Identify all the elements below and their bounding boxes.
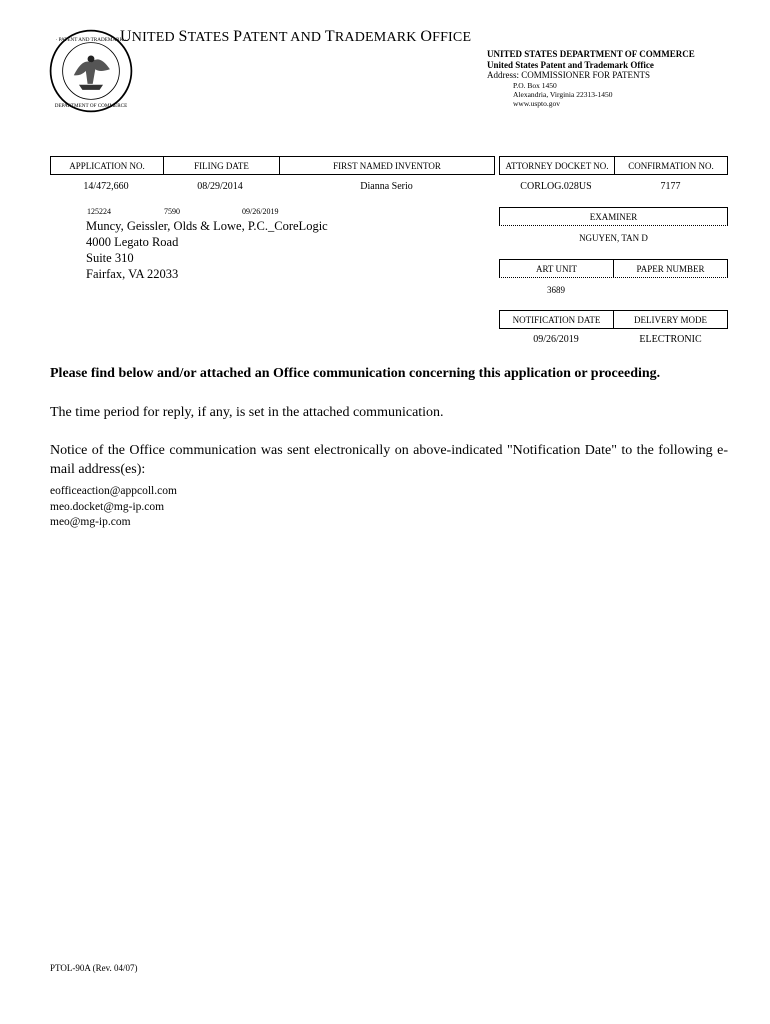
attorney-docket-no-value: CORLOG.028US bbox=[520, 181, 592, 192]
art-unit-box bbox=[499, 259, 728, 278]
address-line-3: Suite 310 bbox=[86, 251, 134, 265]
department-name: UNITED STATES DEPARTMENT OF COMMERCE bbox=[487, 49, 695, 59]
address-line-4: Fairfax, VA 22033 bbox=[86, 267, 179, 281]
website-link[interactable]: www.uspto.gov bbox=[513, 98, 561, 108]
email-address: meo@mg-ip.com bbox=[50, 516, 131, 528]
art-unit-label: ART UNIT bbox=[535, 263, 578, 274]
office-name: United States Patent and Trademark Office bbox=[487, 59, 654, 70]
notice-text: Notice of the Office communication was sent electronically on above-indicated "Notification Date" to the following e-mail address(es): bbox=[50, 443, 728, 477]
office-title-part: FFICE bbox=[432, 30, 472, 45]
office-title bbox=[120, 28, 471, 46]
art-unit-value: 3689 bbox=[547, 285, 565, 295]
address-line-1: Muncy, Geissler, Olds & Lowe, P.C._CoreLogic bbox=[86, 219, 328, 233]
email-address: eofficeaction@appcoll.com bbox=[50, 485, 177, 497]
email-address: meo.docket@mg-ip.com bbox=[50, 500, 165, 513]
delivery-mode-value: ELECTRONIC bbox=[639, 334, 702, 345]
time-period-text: The time period for reply, if any, is set in the attached communication. bbox=[50, 405, 444, 420]
first-named-inventor-value: Dianna Serio bbox=[360, 181, 413, 192]
city: Alexandria, Virginia 22313-1450 bbox=[513, 89, 613, 99]
correspondence-date: 09/26/2019 bbox=[242, 207, 279, 216]
form-number: PTOL-90A (Rev. 04/07) bbox=[50, 963, 138, 973]
office-title-part: ATENT AND bbox=[242, 30, 325, 45]
address-line: Address: COMMISSIONER FOR PATENTS bbox=[487, 70, 650, 80]
office-title-part: TATES bbox=[187, 30, 234, 45]
communication-heading: Please find below and/or attached an Office communication concerning this application or proceeding. bbox=[50, 366, 661, 381]
svg-text:· PATENT AND TRADEMARK ·: · PATENT AND TRADEMARK · bbox=[55, 36, 127, 43]
office-title-part: O bbox=[420, 28, 433, 45]
notification-box bbox=[499, 310, 728, 329]
correspondence-address bbox=[86, 218, 328, 282]
delivery-mode-label: DELIVERY MODE bbox=[613, 311, 727, 328]
office-title-part: RADEMARK bbox=[334, 30, 421, 45]
email-list bbox=[50, 484, 177, 531]
examiner-value: NGUYEN, TAN D bbox=[579, 233, 648, 243]
notification-date-value: 09/26/2019 bbox=[533, 334, 579, 345]
office-title-part: S bbox=[178, 28, 188, 45]
office-title-part: P bbox=[233, 28, 243, 45]
department-address-block bbox=[487, 49, 695, 108]
address-line-2: 4000 Legato Road bbox=[86, 235, 179, 249]
office-title-part: T bbox=[324, 28, 335, 45]
examiner-box bbox=[499, 207, 728, 226]
correspondence-code: 7590 bbox=[164, 207, 180, 216]
application-no-value: 14/472,660 bbox=[83, 181, 129, 192]
filing-date-header: FILING DATE bbox=[163, 157, 279, 174]
po-box: P.O. Box 1450 bbox=[513, 80, 557, 90]
examiner-label: EXAMINER bbox=[589, 211, 638, 222]
office-title-part: NITED bbox=[131, 30, 179, 45]
docket-header-row bbox=[499, 156, 728, 175]
attorney-docket-no-header: ATTORNEY DOCKET NO. bbox=[505, 160, 609, 171]
paper-number-label: PAPER NUMBER bbox=[613, 260, 727, 277]
application-no-header: APPLICATION NO. bbox=[69, 160, 145, 171]
office-title-part: U bbox=[120, 28, 132, 45]
application-header-row bbox=[50, 156, 495, 175]
notification-date-label: NOTIFICATION DATE bbox=[512, 314, 601, 325]
svg-text:DEPARTMENT OF COMMERCE: DEPARTMENT OF COMMERCE bbox=[54, 103, 128, 110]
first-named-inventor-header: FIRST NAMED INVENTOR bbox=[279, 157, 494, 174]
confirmation-no-header: CONFIRMATION NO. bbox=[614, 157, 727, 174]
filing-date-value: 08/29/2014 bbox=[197, 181, 243, 192]
customer-number: 125224 bbox=[87, 207, 111, 216]
confirmation-no-value: 7177 bbox=[660, 181, 681, 192]
